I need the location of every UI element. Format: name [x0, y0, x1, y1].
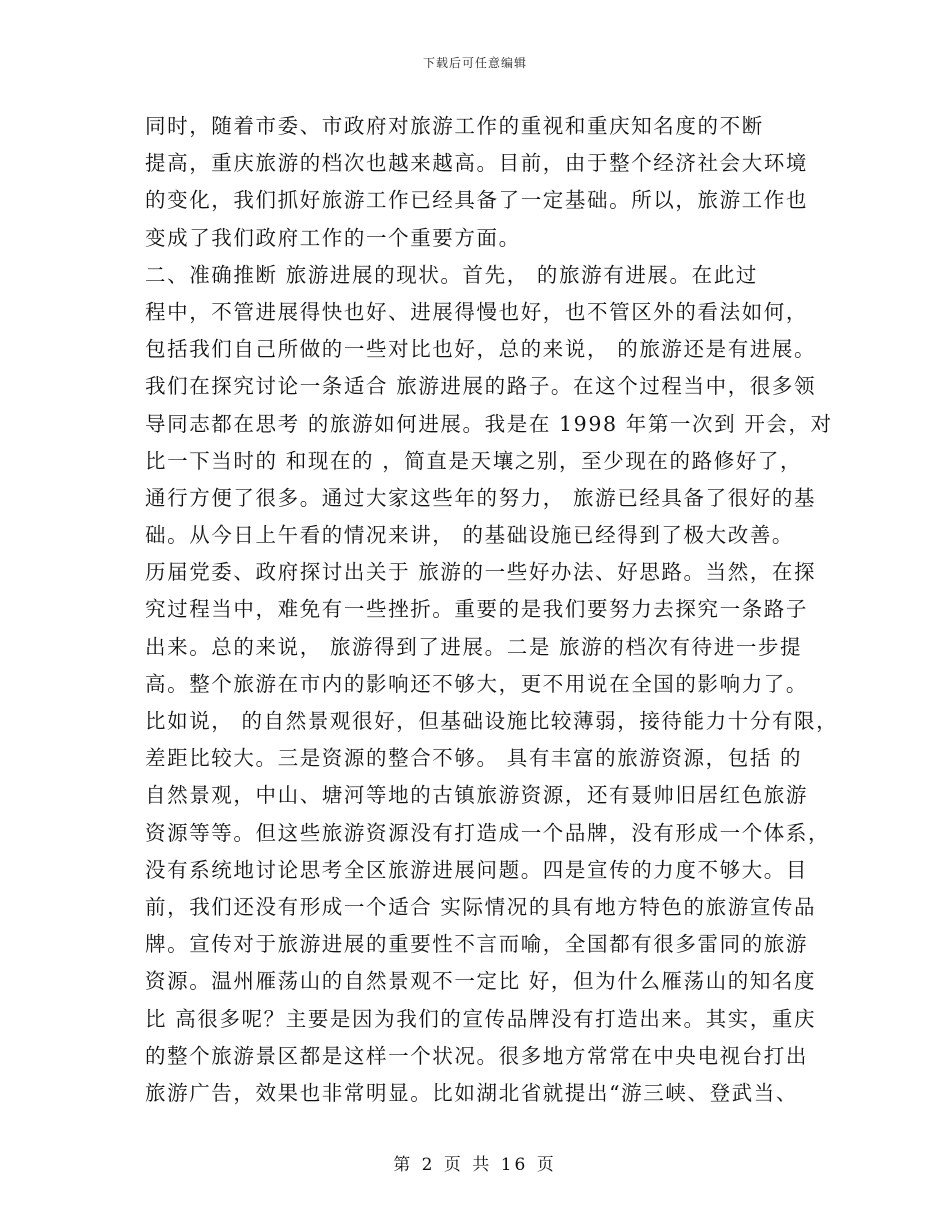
text-line: 导同志都在思考 的旅游如何进展。我是在 1998 年第一次到 开会，对: [145, 411, 833, 436]
text-line: 的整个旅游景区都是这样一个状况。很多地方常常在中央电视台打出: [145, 1043, 808, 1068]
text-line: 资源等等。但这些旅游资源没有打造成一个品牌，没有形成一个体系，: [145, 820, 831, 845]
text-line: 没有系统地讨论思考全区旅游进展问题。四是宣传的力度不够大。目: [145, 857, 808, 882]
text-line: 资源。温州雁荡山的自然景观不一定比 好，但为什么雁荡山的知名度: [145, 969, 817, 994]
text-line: 同时，随着市委、市政府对旅游工作的重视和重庆知名度的不断: [145, 114, 764, 138]
text-line: 比如说， 的自然景观很好，但基础设施比较薄弱，接待能力十分有限，: [145, 709, 839, 733]
text-line: 高。整个旅游在市内的影响还不够大，更不用说在全国的影响力了。: [145, 671, 808, 696]
text-line: 础。从今日上午看的情况来讲， 的基础设施已经得到了极大改善。: [145, 523, 795, 548]
text-line: 究过程当中，难免有一些挫折。重要的是我们要努力去探究一条路子: [145, 597, 808, 622]
text-line: 比一下当时的 和现在的 ，简直是天壤之别，至少现在的路修好了，: [145, 448, 803, 473]
text-line: 差距比较大。三是资源的整合不够。 具有丰富的旅游资源，包括 的: [145, 746, 803, 771]
text-line: 包括我们自己所做的一些对比也好，总的来说， 的旅游还是有进展。: [145, 337, 817, 362]
text-line: 出来。总的来说， 旅游得到了进展。二是 旅游的档次有待进一步提: [145, 634, 803, 659]
text-line: 提高，重庆旅游的档次也越来越高。目前，由于整个经济社会大环境: [145, 151, 808, 176]
page-footer: 第 2 页 共 16 页: [393, 1155, 557, 1175]
text-line: 通行方便了很多。通过大家这些年的努力， 旅游已经具备了很好的基: [145, 485, 817, 510]
text-line: 自然景观，中山、塘河等地的古镇旅游资源，还有聂帅旧居红色旅游: [145, 783, 808, 808]
text-line: 二、准确推断 旅游进展的现状。首先， 的旅游有进展。在此过: [145, 262, 758, 287]
text-line: 前，我们还没有形成一个适合 实际情况的具有地方特色的旅游宣传品: [145, 894, 817, 919]
text-line: 程中，不管进展得快也好、进展得慢也好，也不管区外的看法如何，: [145, 299, 808, 324]
text-line: 变成了我们政府工作的一个重要方面。: [145, 225, 521, 250]
text-line: 历届党委、政府探讨出关于 旅游的一些好办法、好思路。当然，在探: [145, 560, 817, 585]
body-text: [145, 108, 839, 1112]
text-line: 牌。宣传对于旅游进展的重要性不言而喻，全国都有很多雷同的旅游: [145, 932, 808, 957]
page-header: 下载后可任意编辑: [422, 56, 527, 70]
text-line: 我们在探究讨论一条适合 旅游进展的路子。在这个过程当中，很多领: [145, 374, 817, 399]
text-line: 旅游广告，效果也非常明显。比如湖北省就提出“游三峡、登武当、: [145, 1080, 798, 1105]
text-line: 比 高很多呢？主要是因为我们的宣传品牌没有打造出来。其实，重庆: [145, 1006, 817, 1031]
text-line: 的变化，我们抓好旅游工作已经具备了一定基础。所以，旅游工作也: [145, 188, 808, 213]
